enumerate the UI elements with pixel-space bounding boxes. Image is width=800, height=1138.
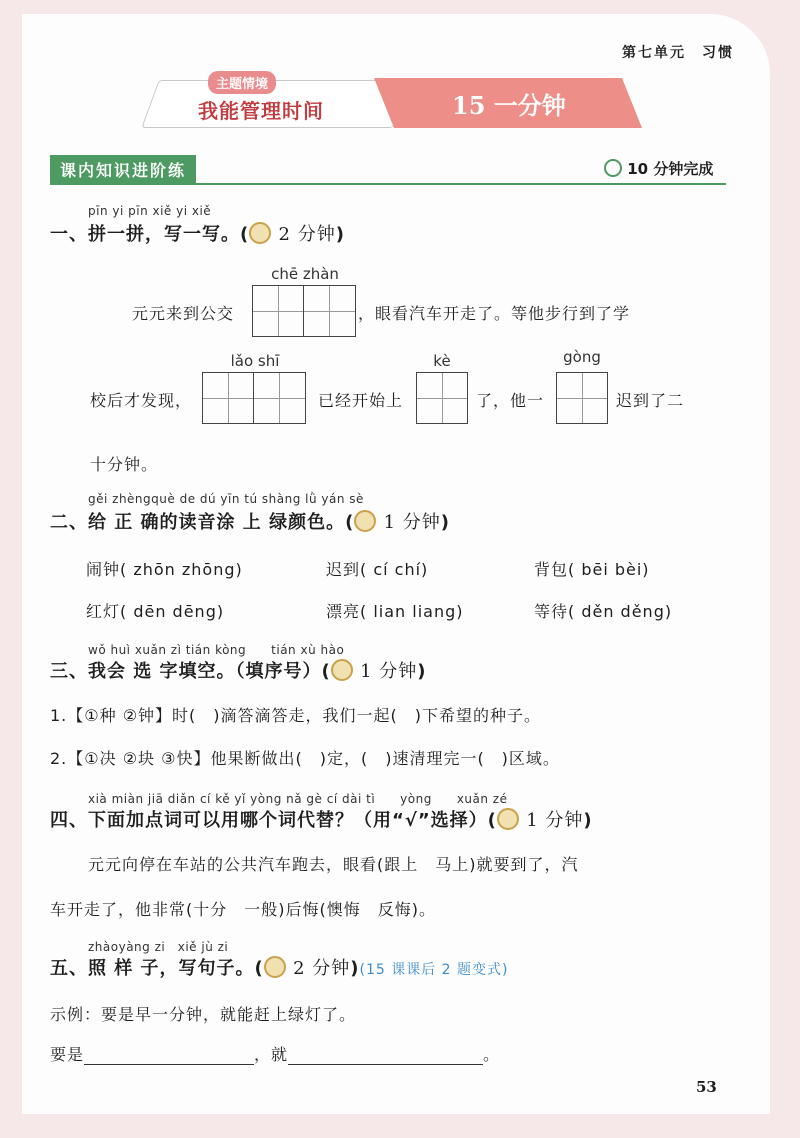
lesson-title: 15 一分钟 (452, 91, 566, 120)
q2-item-dengdai[interactable]: 等待( děn děng) (534, 602, 673, 621)
alarm-clock-icon (354, 510, 376, 532)
pinyin-ke: kè (433, 352, 451, 370)
alarm-clock-icon (264, 956, 286, 978)
q1-line2-after: 迟到了二 (616, 391, 685, 410)
q1-title: 一、拼一拼，写一写。( 2 分钟) (50, 224, 345, 245)
q1-line2-mid2: 了，他一 (476, 391, 545, 410)
q2-item-naozhong[interactable]: 闹钟( zhōn zhōng) (86, 560, 243, 579)
q4-paragraph-line2[interactable]: 车开走了，他非常(十分 一般)后悔(懊悔 反悔)。 (50, 900, 436, 919)
q5-title: 五、照 样 子，写句子。( 2 分钟)(15 课课后 2 题变式) (50, 958, 509, 979)
q1-line1-before: 元元来到公交 (132, 304, 235, 323)
alarm-clock-icon (331, 659, 353, 681)
q1-line2-mid1: 已经开始上 (318, 391, 404, 410)
q1-line2-before: 校后才发现， (90, 391, 193, 410)
q2-pinyin: gěi zhèngquè de dú yīn tú shàng lǜ yán sè (88, 492, 364, 506)
writing-grid-gong[interactable] (556, 372, 608, 424)
q4-pinyin: xià miàn jiā diǎn cí kě yǐ yòng nǎ gè cí dài tì yòng xuǎn zé (88, 792, 508, 806)
section-label: 课内知识进阶练 (50, 155, 196, 184)
q2-title: 二、给 正 确的读音涂 上 绿颜色。( 1 分钟) (50, 512, 451, 533)
q3-item2[interactable]: 2.【①决 ②块 ③快】他果断做出( )定，( )速清理完一( )区域。 (50, 749, 560, 768)
q5-source-hint: (15 课课后 2 题变式) (359, 962, 509, 978)
pinyin-che-zhan: chē zhàn (271, 265, 339, 283)
q2-item-chidao[interactable]: 迟到( cí chí) (326, 560, 429, 579)
q2-item-hongdeng[interactable]: 红灯( dēn dēng) (86, 602, 225, 621)
q5-example: 示例：要是早一分钟，就能赶上绿灯了。 (50, 1005, 357, 1024)
pinyin-lao-shi: lǎo shī (230, 352, 280, 370)
alarm-clock-icon (249, 222, 271, 244)
q3-pinyin: wǒ huì xuǎn zì tián kòng tián xù hào (88, 643, 345, 657)
section-time: 10 分钟完成 (604, 158, 713, 179)
unit-label: 第七单元 习惯 (622, 45, 734, 61)
writing-grid-ke[interactable] (416, 372, 468, 424)
clock-icon (604, 159, 622, 177)
q1-pinyin: pīn yi pīn xiě yi xiě (88, 204, 212, 218)
pinyin-gong: gòng (563, 348, 601, 366)
q3-item1[interactable]: 1.【①种 ②钟】时( )滴答滴答走，我们一起( )下希望的种子。 (50, 706, 542, 725)
q5-answer-line: 要是 ，就 。 (50, 1045, 501, 1064)
section-divider (50, 183, 726, 185)
alarm-clock-icon (497, 808, 519, 830)
writing-grid-che-zhan[interactable] (252, 285, 356, 337)
q1-line1-after: ，眼看汽车开走了。等他步行到了学 (358, 304, 631, 323)
writing-grid-lao-shi[interactable] (202, 372, 306, 424)
page-number: 53 (696, 1078, 717, 1096)
q2-item-beibao[interactable]: 背包( bēi bèi) (534, 560, 650, 579)
theme-tag: 主题情境 (208, 71, 276, 94)
q2-item-piaoliang[interactable]: 漂亮( lian liang) (326, 602, 464, 621)
q5-pinyin: zhàoyàng zi xiě jù zi (88, 940, 229, 954)
q3-title: 三、我会 选 字填空。（填序号）( 1 分钟) (50, 661, 427, 682)
answer-blank-2[interactable] (288, 1045, 483, 1065)
q1-line3: 十分钟。 (90, 455, 159, 474)
q4-title: 四、下面加点词可以用哪个词代替？（用“√”选择）( 1 分钟) (50, 810, 593, 831)
q4-paragraph-line1[interactable]: 元元向停在车站的公共汽车跑去，眼看(跟上 马上)就要到了，汽 (88, 855, 579, 874)
theme-title: 我能管理时间 (198, 99, 324, 123)
answer-blank-1[interactable] (84, 1045, 254, 1065)
